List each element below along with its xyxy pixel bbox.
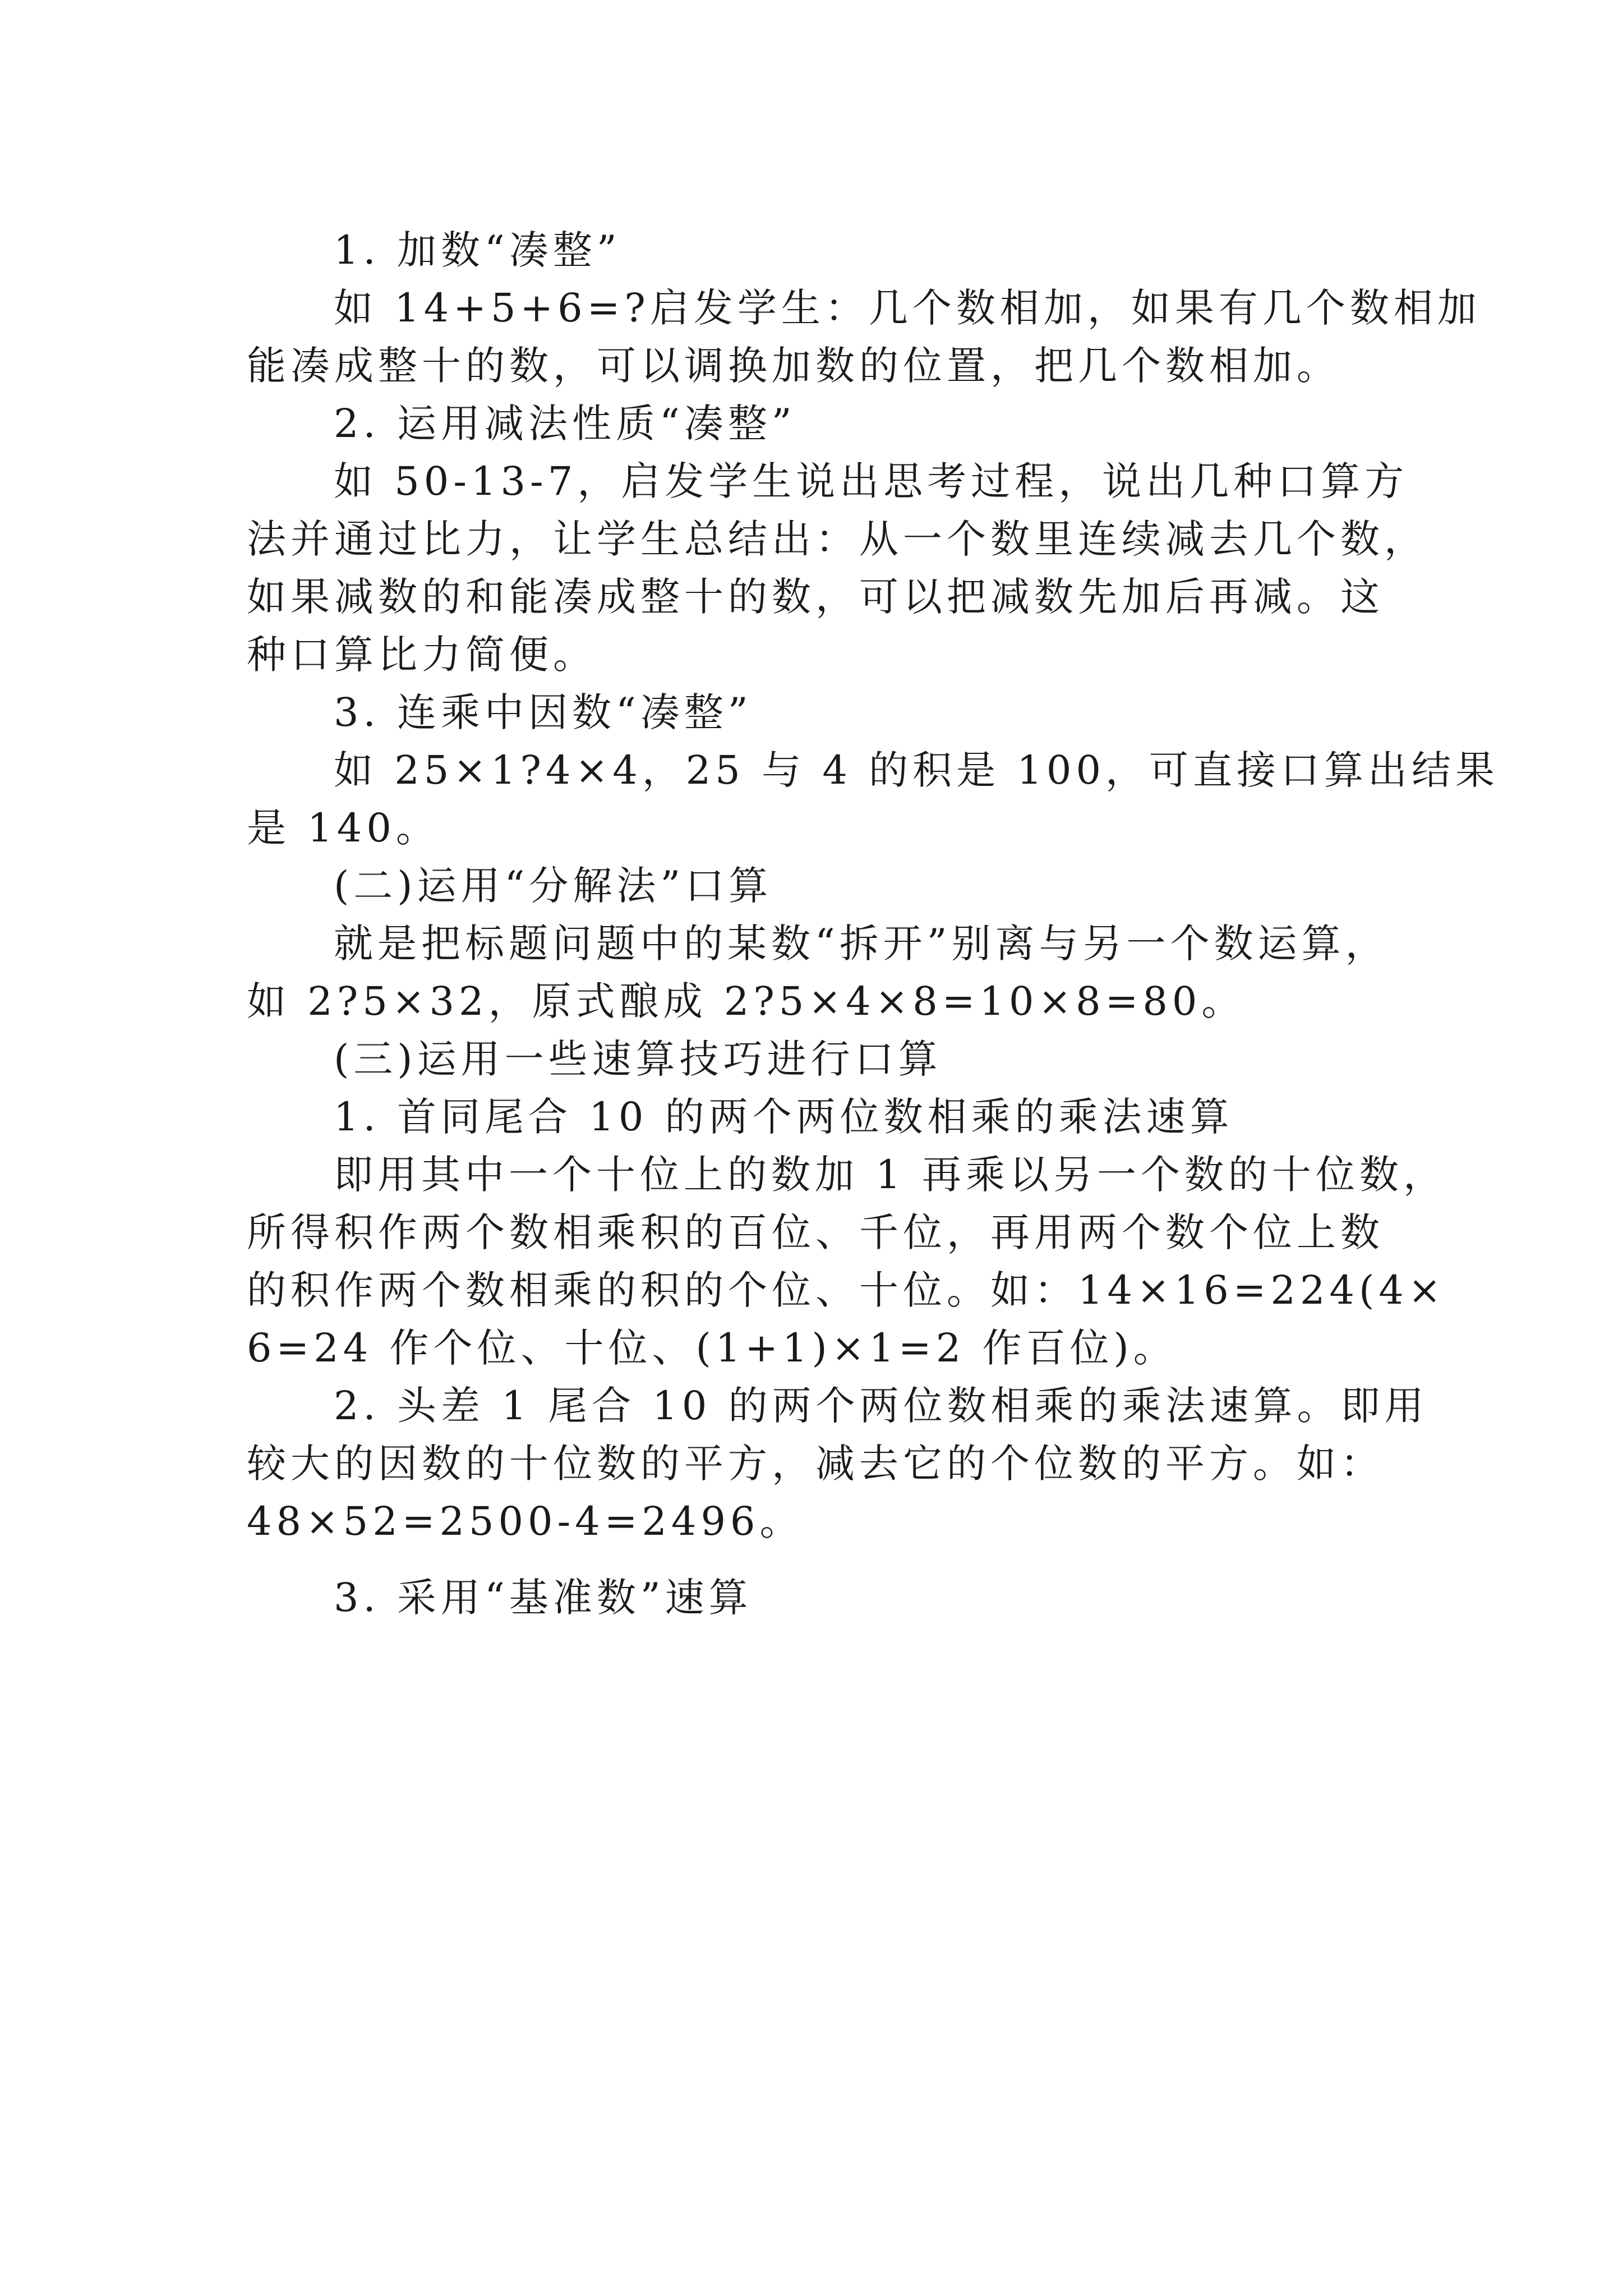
paragraph-line: 种口算比力简便。 bbox=[247, 632, 597, 678]
document-body bbox=[247, 222, 1499, 1627]
heading-subtraction-rounding: 2. 运用减法性质“凑整” bbox=[334, 401, 796, 447]
paragraph-line: 就是把标题问题中的某数“拆开”别离与另一个数运算， bbox=[334, 921, 1389, 967]
paragraph-line: 2. 头差 1 尾合 10 的两个两位数相乘的乘法速算。即用 bbox=[334, 1383, 1428, 1429]
heading-same-head-tails-sum-ten: 1. 首同尾合 10 的两个两位数相乘的乘法速算 bbox=[334, 1094, 1234, 1140]
paragraph-line: 48×52=2500-4=2496。 bbox=[247, 1498, 804, 1544]
paragraph-line: 即用其中一个十位上的数加 1 再乘以另一个数的十位数， bbox=[334, 1152, 1447, 1198]
paragraph-line: 如 25×1?4×4，25 与 4 的积是 100，可直接口算出结果 bbox=[334, 747, 1499, 793]
paragraph-line: 6=24 作个位、十位、(1+1)×1=2 作百位)。 bbox=[247, 1325, 1177, 1371]
paragraph-line: 较大的因数的十位数的平方，减去它的个位数的平方。如： bbox=[247, 1441, 1384, 1487]
heading-factor-rounding: 3. 连乘中因数“凑整” bbox=[334, 689, 753, 735]
paragraph-line: 所得积作两个数相乘积的百位、千位，再用两个数个位上数 bbox=[247, 1209, 1384, 1255]
paragraph-line: 如 14+5+6=?启发学生：几个数相加，如果有几个数相加 bbox=[334, 285, 1481, 331]
paragraph-line: 能凑成整十的数，可以调换加数的位置，把几个数相加。 bbox=[247, 343, 1340, 389]
section-heading-speed-tricks: (三)运用一些速算技巧进行口算 bbox=[334, 1036, 942, 1082]
paragraph-line: 法并通过比力，让学生总结出：从一个数里连续减去几个数， bbox=[247, 516, 1428, 562]
heading-addend-rounding: 1. 加数“凑整” bbox=[334, 227, 621, 273]
paragraph-line: 如 50-13-7，启发学生说出思考过程，说出几种口算方 bbox=[334, 458, 1409, 504]
paragraph-line: 如 2?5×32，原式酿成 2?5×4×8=10×8=80。 bbox=[247, 978, 1246, 1024]
heading-base-number: 3. 采用“基准数”速算 bbox=[334, 1575, 753, 1621]
section-heading-decomposition: (二)运用“分解法”口算 bbox=[334, 863, 773, 909]
paragraph-line: 的积作两个数相乘的积的个位、十位。如：14×16=224(4× bbox=[247, 1267, 1446, 1313]
paragraph-line: 如果减数的和能凑成整十的数，可以把减数先加后再减。这 bbox=[247, 574, 1384, 620]
paragraph-line: 是 140。 bbox=[247, 805, 440, 851]
